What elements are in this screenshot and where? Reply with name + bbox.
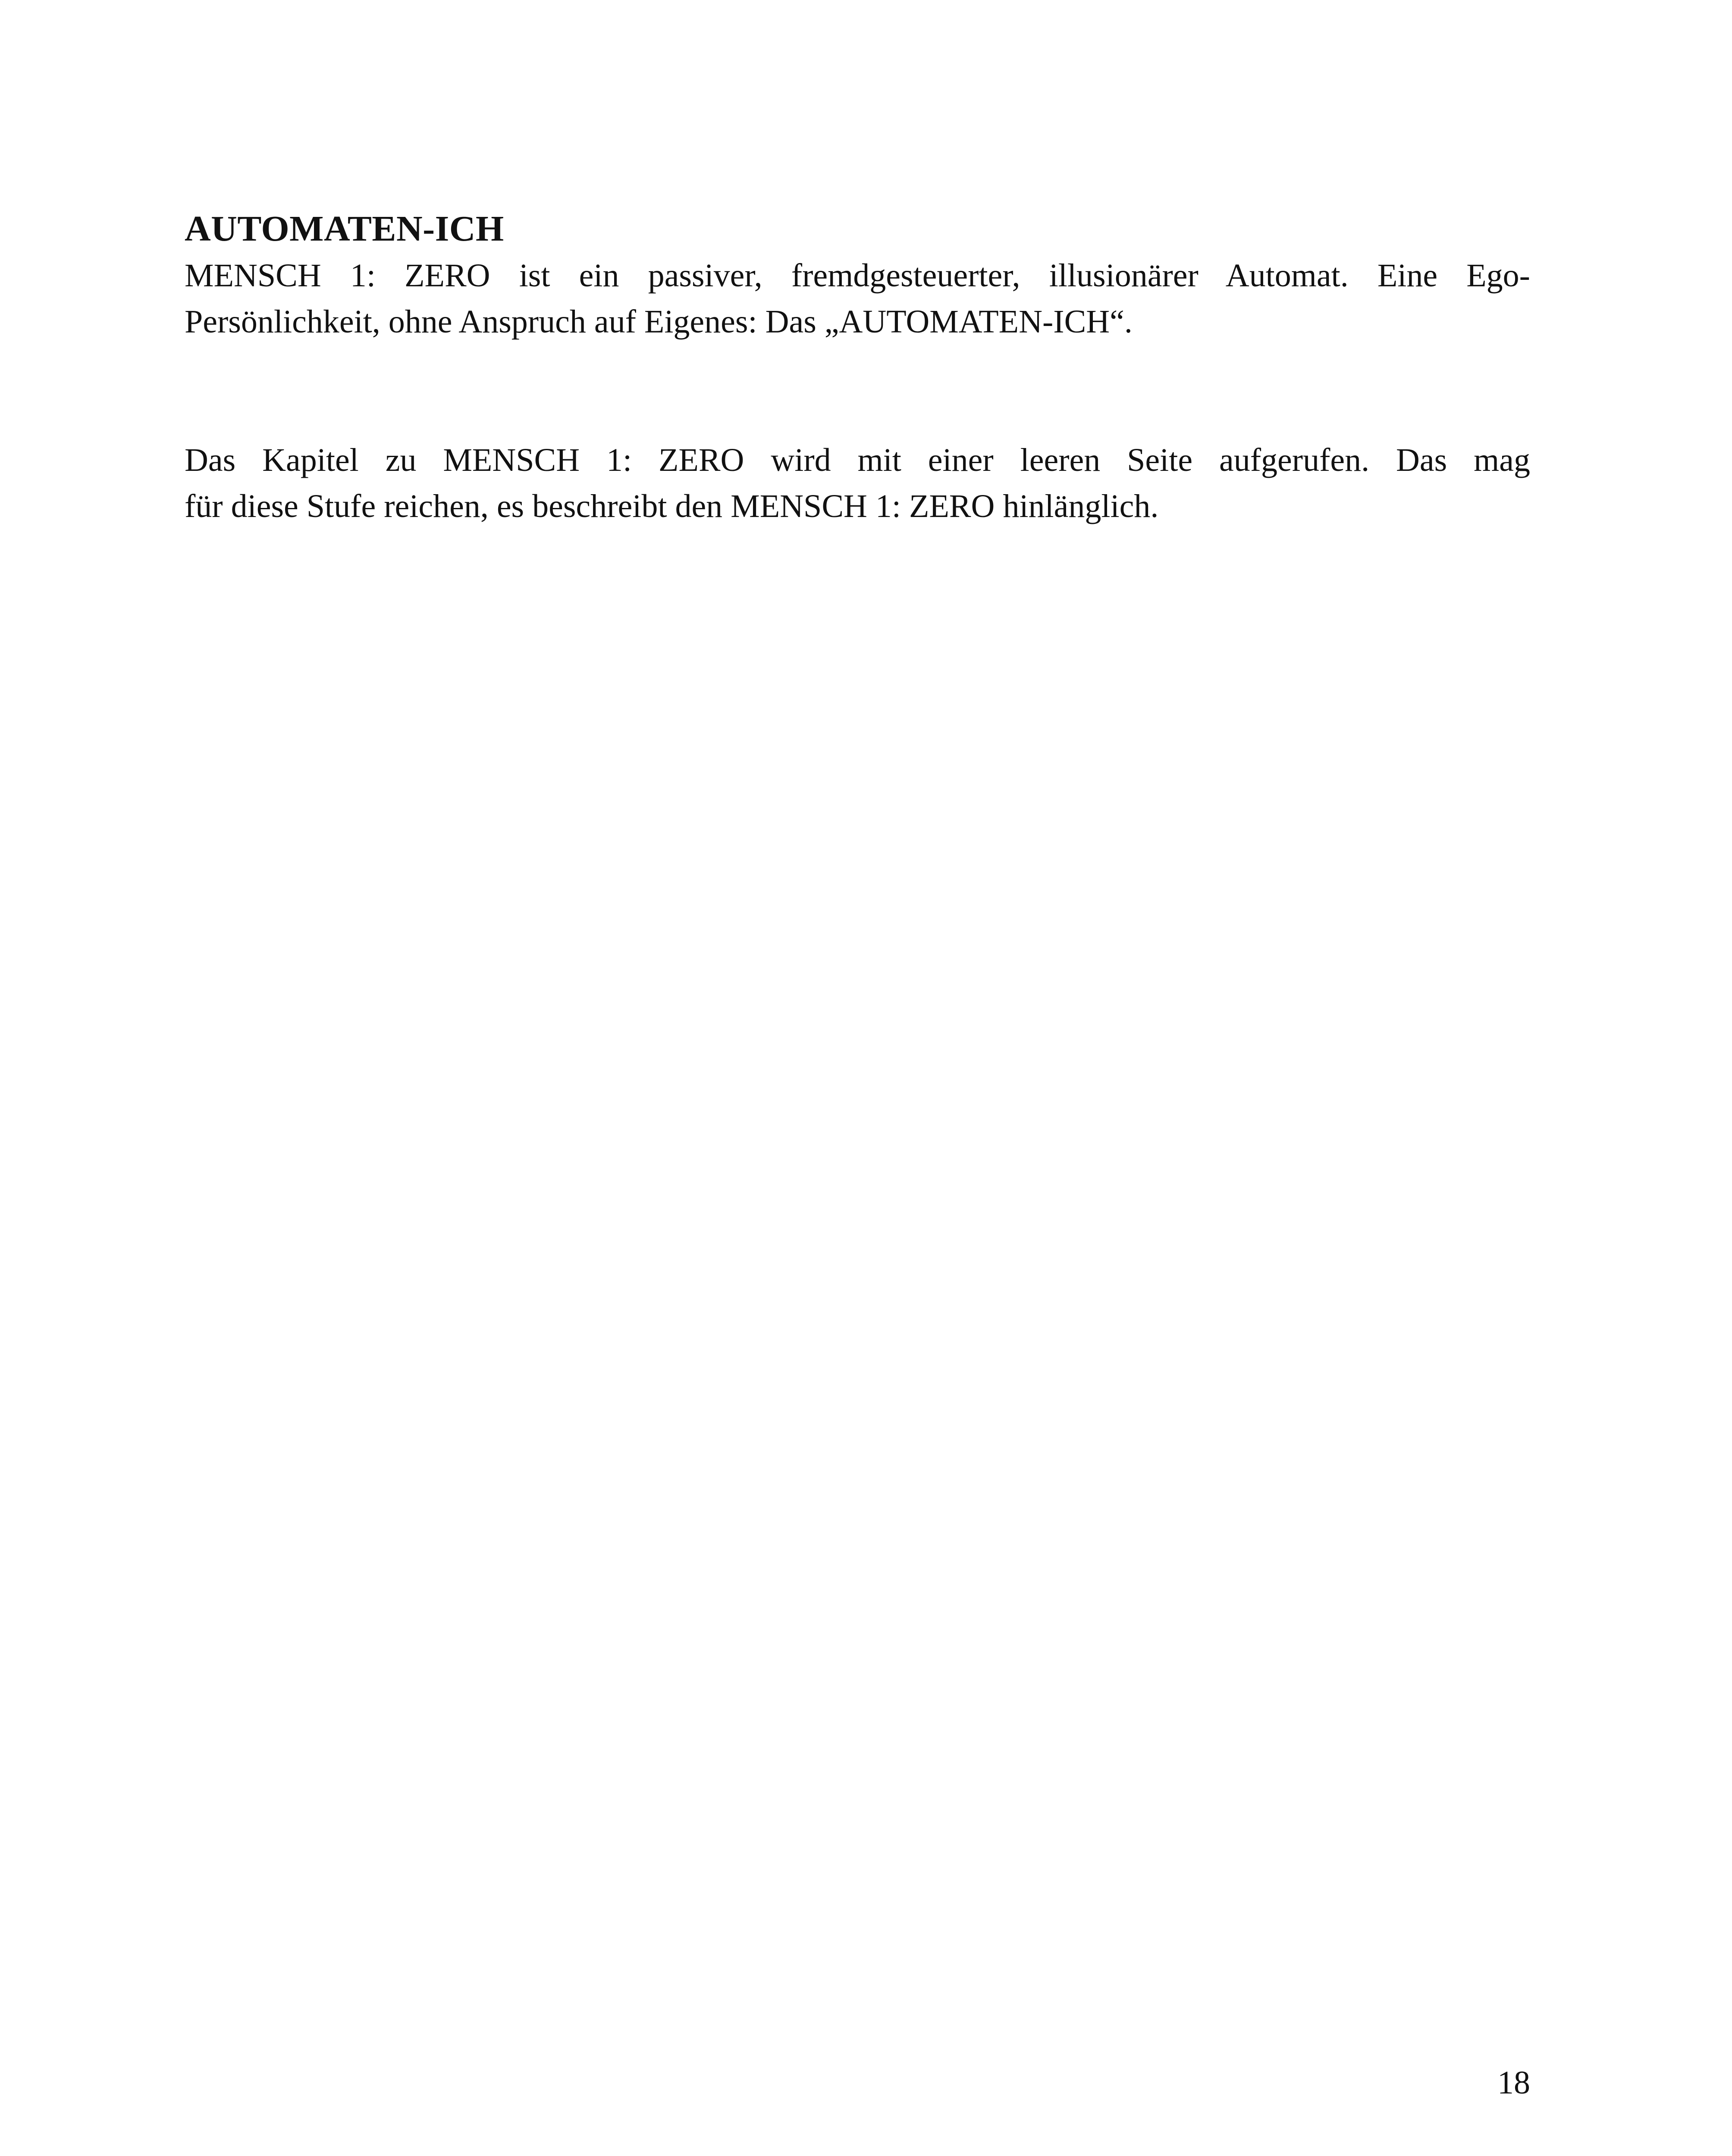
- paragraph-intro-line-1: MENSCH 1: ZERO ist ein passiver, fremdgesteuerter, illusionärer Automat. Eine Ego-: [185, 257, 1530, 294]
- paragraph-chapter-note: [185, 437, 1530, 530]
- paragraph-intro-line-2: Persönlichkeit, ohne Anspruch auf Eigenes: Das „AUTOMATEN-ICH“.: [185, 304, 1133, 340]
- paragraph-intro: [185, 253, 1530, 345]
- section-heading: AUTOMATEN-ICH: [185, 209, 504, 249]
- paragraph-gap: [185, 345, 1530, 437]
- paragraph-chapter-note-line-2: für diese Stufe reichen, es beschreibt den MENSCH 1: ZERO hinlänglich.: [185, 488, 1159, 524]
- paragraph-chapter-note-line-1: Das Kapitel zu MENSCH 1: ZERO wird mit einer leeren Seite aufgerufen. Das mag: [185, 442, 1530, 478]
- page-number: 18: [1497, 2065, 1530, 2101]
- page-content: [185, 205, 1530, 530]
